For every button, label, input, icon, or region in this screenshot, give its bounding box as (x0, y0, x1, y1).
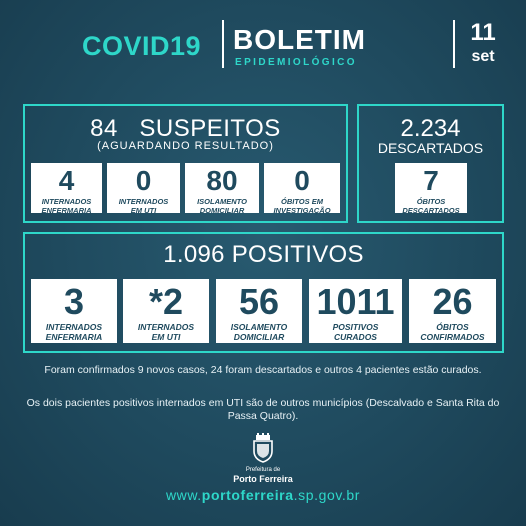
suspeitos-card-isolamento (185, 163, 259, 213)
card-value: 80 (206, 165, 238, 196)
card-value: 56 (238, 281, 280, 322)
card-label: DOMICILIAR (199, 206, 245, 215)
header-divider-left (222, 20, 224, 68)
card-value: 0 (294, 165, 310, 196)
card-label: EM UTI (130, 206, 157, 215)
card-value: 0 (135, 165, 152, 196)
suspeitos-card-enfermaria (31, 163, 102, 213)
epidemiologico-subtitle: EPIDEMIOLÓGICO (235, 57, 357, 68)
boletim-title: BOLETIM (233, 24, 366, 55)
note-new-cases: Foram confirmados 9 novos casos, 24 foram descartados e outros 4 pacientes estão curados. (44, 364, 482, 376)
url-suffix: .sp.gov.br (293, 487, 361, 503)
card-label: INTERNADOS (41, 197, 92, 206)
card-label: DESCARTADOS (402, 206, 460, 215)
card-value: 1011 (316, 281, 395, 322)
card-value: 3 (63, 281, 85, 322)
card-label: ÓBITOS EM (281, 197, 323, 206)
card-label: ISOLAMENTO (197, 197, 247, 206)
descartados-card-obitos (395, 163, 467, 213)
positivos-card-isolamento (216, 279, 302, 343)
positivos-title: 1.096 POSITIVOS (163, 241, 364, 268)
website-link[interactable] (100, 487, 426, 503)
suspeitos-card-obitos (264, 163, 340, 213)
suspeitos-subtitle: (AGUARDANDO RESULTADO) (97, 140, 274, 152)
positivos-card-uti (123, 279, 209, 343)
date-day: 11 (470, 19, 496, 46)
prefeitura-label: Prefeitura de (245, 467, 281, 473)
url-prefix: www. (165, 487, 202, 503)
descartados-label: DESCARTADOS (377, 140, 484, 156)
card-label: ÓBITOS (436, 322, 469, 332)
suspeitos-title: 84 SUSPEITOS (90, 115, 281, 142)
card-label: INTERNADOS (137, 322, 195, 332)
covid-title: COVID19 (82, 31, 202, 61)
card-value: 26 (432, 281, 473, 322)
card-label: ENFERMARIA (41, 206, 92, 215)
suspeitos-card-uti (107, 163, 180, 213)
card-label: INTERNADOS (45, 322, 103, 332)
note-uti-patients: Os dois pacientes positivos internados em UTI são de outros municípios (Descalvado e Santa Rita do Passa Quatro). (26, 397, 500, 422)
card-label: EM UTI (151, 332, 181, 342)
card-value: 4 (58, 165, 75, 196)
descartados-number: 2.234 (400, 115, 461, 142)
card-label: ÓBITOS (416, 197, 446, 206)
card-value: *2 (148, 281, 184, 322)
card-label: INTERNADOS (118, 197, 169, 206)
card-label: DOMICILIAR (233, 332, 285, 342)
card-label: CURADOS (334, 332, 377, 342)
city-crest-icon (251, 433, 275, 463)
card-label: CONFIRMADOS (420, 332, 485, 342)
card-label: POSITIVOS (332, 322, 379, 332)
date-month: set (471, 48, 495, 65)
city-name: Porto Ferreira (233, 474, 293, 484)
card-label: ENFERMARIA (45, 332, 103, 342)
card-label: INVESTIGAÇÃO (273, 206, 331, 215)
card-value: 7 (423, 165, 439, 196)
header-divider-right (453, 20, 455, 68)
url-domain: portoferreira (201, 487, 294, 503)
positivos-card-obitos (409, 279, 496, 343)
positivos-card-enfermaria (31, 279, 117, 343)
card-label: ISOLAMENTO (230, 322, 288, 332)
positivos-card-curados (309, 279, 402, 343)
